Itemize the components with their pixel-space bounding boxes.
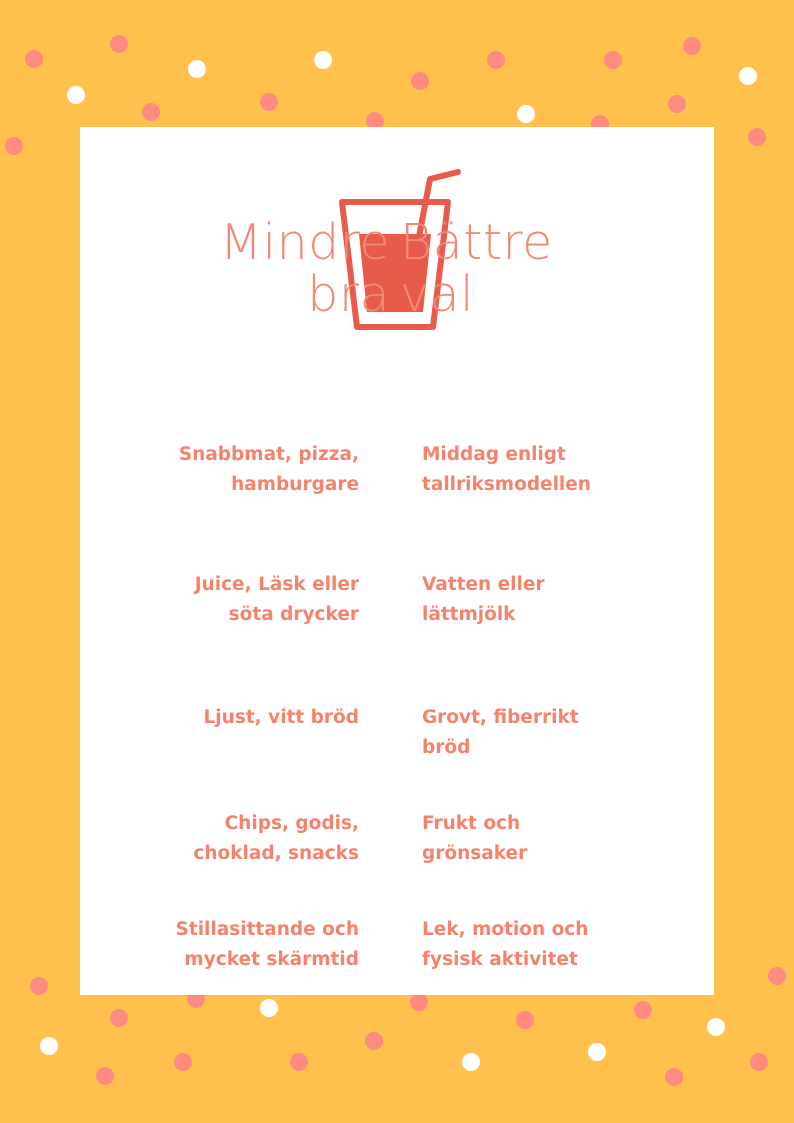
heading-better-choice-line2: val — [400, 266, 475, 323]
better-item: Grovt, fiberrikt bröd — [422, 707, 579, 758]
decor-dot — [750, 1053, 768, 1071]
heading-less-good-line1: Mindre — [219, 214, 390, 271]
less-good-item: Stillasittande och mycket skärmtid — [175, 919, 359, 970]
heading-better-choice-line1: Bättre — [400, 214, 553, 271]
better-item: Vatten eller lättmjölk — [422, 574, 545, 625]
decor-dot — [748, 128, 766, 146]
decor-dot — [40, 1037, 58, 1055]
less-good-item: Ljust, vitt bröd — [203, 707, 359, 728]
comparison-list — [80, 0, 714, 1123]
decor-dot — [768, 967, 786, 985]
better-item: Frukt och grönsaker — [422, 813, 528, 864]
decor-dot — [30, 977, 48, 995]
less-good-item: Juice, Läsk eller söta drycker — [194, 574, 359, 625]
decor-dot — [739, 67, 757, 85]
better-item: Middag enligt tallriksmodellen — [422, 444, 591, 495]
better-item: Lek, motion och fysisk aktivitet — [422, 919, 589, 970]
less-good-item: Chips, godis, choklad, snacks — [193, 813, 359, 864]
less-good-item: Snabbmat, pizza, hamburgare — [178, 444, 359, 495]
decor-dot — [5, 137, 23, 155]
heading-less-good-line2: bra — [307, 266, 390, 323]
decor-dot — [25, 50, 43, 68]
